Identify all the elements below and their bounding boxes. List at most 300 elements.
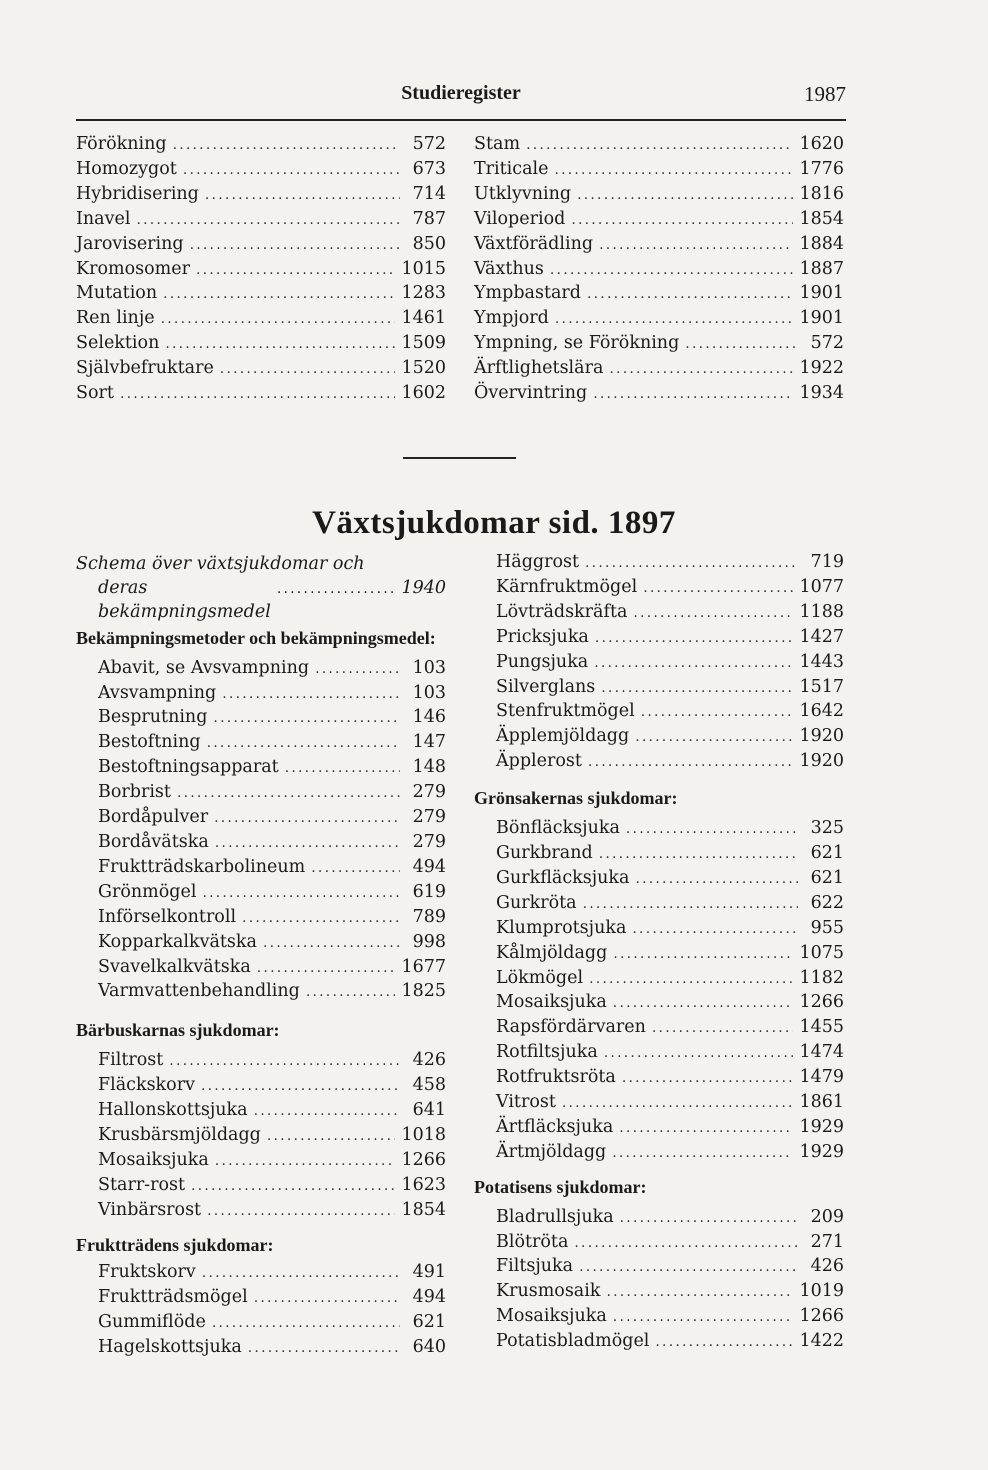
index-entry (76, 332, 446, 357)
index-page-number: 103 (412, 657, 446, 678)
index-entry (98, 1049, 446, 1074)
leader-dots (311, 857, 400, 881)
leader-dots (263, 932, 400, 956)
vegetables-list (474, 817, 844, 1166)
leader-dots (550, 259, 794, 283)
index-term: Ympjord (474, 308, 549, 329)
index-term: Lökmögel (496, 967, 584, 988)
leader-dots (626, 818, 798, 842)
index-entry (76, 158, 446, 183)
index-page-number: 1517 (799, 676, 844, 697)
index-entry (98, 1286, 446, 1311)
index-term: Ren linje (76, 308, 155, 329)
leader-dots (183, 159, 400, 183)
index-entry (496, 817, 844, 842)
index-term: Krusbärsmjöldagg (98, 1124, 261, 1145)
index-term: Förökning (76, 134, 167, 154)
index-page-number: 147 (412, 732, 446, 753)
index-term: Viloperiod (474, 208, 566, 229)
index-page-number: 787 (412, 208, 446, 229)
index-column-top-left (76, 133, 446, 407)
index-entry (496, 651, 844, 676)
index-term: Kopparkalkvätska (98, 931, 257, 952)
index-page-number: 1816 (799, 183, 844, 204)
index-entry (496, 1141, 844, 1166)
index-term: Ärtfläcksjuka (496, 1116, 614, 1137)
index-entry (496, 626, 844, 651)
index-page-number: 1422 (799, 1331, 844, 1352)
index-term: Självbefruktare (76, 358, 214, 379)
index-page-number: 1019 (799, 1281, 844, 1302)
index-term: Ärftlighetslära (474, 358, 604, 379)
index-term: Ympbastard (474, 283, 581, 304)
index-term: Kärnfruktmögel (496, 576, 638, 597)
index-page-number: 621 (810, 842, 844, 863)
index-term: Äpplerost (496, 751, 582, 772)
leader-dots (215, 1150, 396, 1174)
index-term: Kromosomer (76, 258, 190, 279)
index-page-number: 1920 (799, 751, 844, 772)
leader-dots (285, 757, 400, 781)
index-page-number: 491 (412, 1262, 446, 1283)
index-entry (474, 307, 844, 332)
index-column-top-right (474, 133, 844, 407)
index-entry (98, 1199, 446, 1224)
index-entry (98, 806, 446, 831)
index-page-number: 325 (810, 818, 844, 839)
index-entry (496, 967, 844, 992)
index-term: Pricksjuka (496, 626, 589, 647)
index-term: Filtsjuka (496, 1256, 574, 1277)
index-term: Selektion (76, 333, 160, 354)
index-term: Svavelkalkvätska (98, 956, 251, 977)
index-page-number: 279 (412, 831, 446, 852)
leader-dots (622, 1067, 794, 1091)
running-head (76, 80, 846, 110)
index-entry (76, 282, 446, 307)
index-term: Fruktträdskarbolineum (98, 856, 306, 877)
index-term: Fruktträdsmögel (98, 1287, 248, 1308)
index-page-number: 1266 (799, 1306, 844, 1327)
leader-dots (254, 1287, 400, 1311)
index-term: Pungsjuka (496, 651, 589, 672)
index-entry (496, 1206, 844, 1231)
index-term: Krusmosaik (496, 1281, 601, 1302)
leader-dots (277, 578, 396, 602)
index-page-number: 1887 (799, 258, 844, 279)
index-entry (496, 1041, 844, 1066)
index-entry (98, 781, 446, 806)
index-page-number: 1266 (401, 1149, 446, 1170)
index-page-number: 850 (412, 233, 446, 254)
index-entry (98, 956, 446, 981)
leader-dots (212, 1312, 400, 1336)
leader-dots (613, 1306, 794, 1330)
index-page-number: 1479 (799, 1067, 844, 1088)
leader-dots (612, 1142, 793, 1166)
index-term: Sort (76, 383, 114, 404)
index-term: Bestoftning (98, 732, 201, 753)
leader-dots (574, 1232, 798, 1256)
index-page-number: 789 (412, 906, 446, 927)
index-entry (98, 1099, 446, 1124)
leader-dots (205, 184, 400, 208)
index-entry (474, 332, 844, 357)
index-entry (98, 1149, 446, 1174)
index-page-number: 494 (412, 1287, 446, 1308)
index-page-number: 1825 (401, 981, 446, 1002)
index-entry (98, 931, 446, 956)
index-entry (98, 1124, 446, 1149)
index-page-number: 1461 (401, 308, 446, 329)
index-term: Filtrost (98, 1050, 164, 1071)
leader-dots (207, 1200, 395, 1224)
index-term: Ärtmjöldagg (496, 1141, 607, 1162)
leader-dots (220, 358, 396, 382)
index-term: Starr-rost (98, 1174, 186, 1195)
index-entry (98, 1074, 446, 1099)
section-divider (403, 457, 516, 459)
index-entry (496, 1305, 844, 1330)
index-entry (496, 750, 844, 775)
page-number: 1987 (804, 82, 846, 106)
index-entry (496, 1091, 844, 1116)
index-term: Införselkontroll (98, 906, 237, 927)
index-term: Jarovisering (76, 233, 184, 254)
index-entry (496, 576, 844, 601)
leader-dots (619, 1117, 793, 1141)
leader-dots (215, 832, 400, 856)
index-page-number: 572 (412, 134, 446, 154)
index-page-number: 1602 (401, 383, 446, 404)
index-term: Mutation (76, 283, 158, 304)
schema-line-2 (76, 577, 446, 625)
leader-dots (579, 1256, 798, 1280)
index-term: Stenfruktmögel (496, 701, 635, 722)
index-term: Abavit, se Avsvampning (98, 657, 310, 678)
index-entry (496, 991, 844, 1016)
index-page-number: 1884 (799, 233, 844, 254)
leader-dots (620, 1207, 798, 1231)
index-page-number: 1509 (401, 333, 446, 354)
leader-dots (562, 1092, 794, 1116)
index-term: Bönfläcksjuka (496, 818, 620, 839)
index-term: Bordåpulver (98, 807, 209, 828)
index-entry (496, 917, 844, 942)
index-page-number: 1443 (799, 651, 844, 672)
index-entry (98, 1174, 446, 1199)
vegetables-heading: Grönsakernas sjukdomar: (474, 788, 678, 809)
methods-heading: Bekämpningsmetoder och bekämpningsmedel: (76, 627, 436, 648)
section-title: Växtsjukdomar sid. 1897 (312, 505, 676, 541)
index-page-number: 640 (412, 1337, 446, 1358)
leader-dots (190, 234, 400, 258)
index-term: Gurkfläcksjuka (496, 867, 630, 888)
leader-dots (609, 358, 793, 382)
index-entry (496, 892, 844, 917)
index-term: Äpplemjöldagg (496, 726, 630, 747)
index-entry (98, 731, 446, 756)
index-term: Mosaiksjuka (496, 992, 607, 1013)
leader-dots (136, 209, 400, 233)
index-entry (496, 1280, 844, 1305)
index-term: Varmvattenbehandling (98, 981, 300, 1002)
leader-dots (315, 658, 400, 682)
index-page-number: 619 (412, 881, 446, 902)
leader-dots (641, 701, 794, 725)
leader-dots (222, 683, 400, 707)
leader-dots (583, 893, 798, 917)
leader-dots (165, 333, 395, 357)
index-term: Vinbärsrost (98, 1199, 202, 1220)
index-page-number: 1934 (799, 383, 844, 404)
index-page-number: 1854 (799, 208, 844, 229)
leader-dots (306, 981, 396, 1005)
index-page-number: 1427 (799, 626, 844, 647)
leader-dots (599, 843, 798, 867)
index-term: Bordåvätska (98, 831, 209, 852)
index-term: Gurkbrand (496, 842, 593, 863)
index-entry (474, 233, 844, 258)
leader-dots (685, 333, 798, 357)
index-page-number: 1854 (401, 1199, 446, 1220)
leader-dots (643, 577, 793, 601)
index-entry (98, 1261, 446, 1286)
index-entry (496, 842, 844, 867)
index-page-number: 209 (810, 1206, 844, 1227)
index-page-number: 998 (412, 931, 446, 952)
index-page-number: 1901 (799, 308, 844, 329)
index-page-number: 1901 (799, 283, 844, 304)
index-term: Stam (474, 134, 521, 154)
leader-dots (201, 1075, 400, 1099)
index-entry (98, 1311, 446, 1336)
schema-entry (76, 553, 446, 625)
leader-dots (214, 807, 400, 831)
index-page-number: 1283 (401, 283, 446, 304)
index-term: Hagelskottsjuka (98, 1337, 242, 1358)
leader-dots (606, 1281, 793, 1305)
index-page-number: 1266 (799, 992, 844, 1013)
index-term: Utklyvning (474, 183, 572, 204)
index-page-number: 621 (412, 1312, 446, 1333)
index-column-bottom-right (474, 551, 844, 1355)
index-entry (496, 942, 844, 967)
index-entry (496, 1255, 844, 1280)
leader-dots (633, 602, 793, 626)
index-term: Besprutning (98, 707, 208, 728)
potato-heading: Potatisens sjukdomar: (474, 1176, 647, 1197)
leader-dots (595, 627, 794, 651)
potato-list (474, 1206, 844, 1355)
index-term: Grönmögel (98, 881, 197, 902)
index-term: Silverglans (496, 676, 596, 697)
index-term: Häggrost (496, 552, 580, 572)
index-page-number: 955 (810, 917, 844, 938)
index-entry (76, 208, 446, 233)
index-term: Mosaiksjuka (496, 1306, 607, 1327)
index-term: Potatisbladmögel (496, 1331, 650, 1352)
index-term: Växthus (474, 258, 544, 279)
index-page-number: 622 (810, 892, 844, 913)
index-page-number: 1776 (799, 158, 844, 179)
leader-dots (202, 1262, 400, 1286)
leader-dots (555, 308, 794, 332)
leader-dots (173, 134, 400, 158)
index-page-number: 426 (412, 1050, 446, 1071)
index-term: Växtförädling (474, 233, 594, 254)
leader-dots (196, 259, 396, 283)
leader-dots (191, 1175, 395, 1199)
leader-dots (207, 732, 400, 756)
schema-page: 1940 (401, 577, 446, 598)
leader-dots (613, 943, 793, 967)
leader-dots (604, 1042, 794, 1066)
leader-dots (652, 1017, 794, 1041)
index-entry (98, 881, 446, 906)
fruit-heading: Fruktträdens sjukdomar: (76, 1234, 274, 1255)
leader-dots (526, 134, 793, 158)
index-term: Gurkröta (496, 892, 577, 913)
leader-dots (588, 751, 794, 775)
index-page-number: 279 (412, 807, 446, 828)
index-term: Avsvampning (98, 682, 217, 703)
index-page-number: 621 (810, 867, 844, 888)
index-page-number: 458 (412, 1075, 446, 1096)
leader-dots (613, 992, 794, 1016)
index-column-bottom-left (76, 553, 446, 1361)
leader-dots (599, 234, 793, 258)
index-entry (76, 307, 446, 332)
index-entry (474, 357, 844, 382)
leader-dots (593, 383, 793, 407)
schema-line-1: Schema över växtsjukdomar och (76, 554, 365, 574)
index-entry (496, 551, 844, 576)
index-term: Lövträdskräfta (496, 601, 628, 622)
leader-dots (587, 283, 793, 307)
index-term: Rapsfördärvaren (496, 1017, 646, 1038)
index-entry (496, 867, 844, 892)
index-term: Borbrist (98, 782, 171, 803)
index-term: Bestoftningsapparat (98, 757, 279, 778)
index-term: Övervintring (474, 383, 588, 404)
index-page-number: 1623 (401, 1174, 446, 1195)
index-page-number: 271 (810, 1231, 844, 1252)
leader-dots (577, 184, 793, 208)
index-entry (474, 183, 844, 208)
index-entry (76, 233, 446, 258)
index-entry (98, 906, 446, 931)
index-term: Mosaiksjuka (98, 1149, 209, 1170)
index-term: Vitrost (496, 1092, 556, 1113)
leader-dots (594, 652, 793, 676)
index-entry (98, 756, 446, 781)
index-entry (474, 382, 844, 407)
index-entry (98, 706, 446, 731)
index-entry (76, 133, 446, 158)
page-title: Studieregister (401, 82, 521, 104)
index-term: Hybridisering (76, 183, 199, 204)
index-term: Fruktskorv (98, 1262, 196, 1283)
leader-dots (257, 957, 396, 981)
index-page-number: 146 (412, 707, 446, 728)
berry-heading: Bärbuskarnas sjukdomar: (76, 1020, 280, 1041)
index-entry (496, 676, 844, 701)
index-entry (496, 725, 844, 750)
index-entry (76, 183, 446, 208)
index-term: Rotfiltsjuka (496, 1042, 598, 1063)
index-entry (98, 1336, 446, 1361)
index-page-number: 103 (412, 682, 446, 703)
index-term: Homozygot (76, 158, 177, 179)
header-rule (76, 119, 846, 121)
index-page-number: 1188 (799, 601, 844, 622)
index-term: Gummiflöde (98, 1312, 206, 1333)
index-term: Rotfruktsröta (496, 1067, 616, 1088)
leader-dots (120, 383, 396, 407)
index-page-number: 673 (412, 158, 446, 179)
leader-dots (589, 968, 793, 992)
index-entry (98, 831, 446, 856)
index-page-number: 1182 (799, 967, 844, 988)
leader-dots (571, 209, 793, 233)
leader-dots (585, 552, 798, 576)
index-entry (76, 357, 446, 382)
index-page-number: 1015 (401, 258, 446, 279)
leader-dots (248, 1337, 400, 1361)
index-page-number: 1920 (799, 726, 844, 747)
index-page-number: 572 (810, 333, 844, 354)
fruit-continued-list (474, 551, 844, 775)
index-entry (98, 980, 446, 1005)
leader-dots (655, 1331, 793, 1355)
index-entry (474, 133, 844, 158)
index-entry (474, 158, 844, 183)
index-page-number: 1455 (799, 1017, 844, 1038)
leader-dots (242, 907, 400, 931)
index-term: Fläckskorv (98, 1075, 195, 1096)
index-entry (98, 682, 446, 707)
leader-dots (601, 677, 793, 701)
leader-dots (267, 1125, 396, 1149)
leader-dots (177, 782, 400, 806)
index-page-number: 1861 (799, 1092, 844, 1113)
index-page-number: 1929 (799, 1116, 844, 1137)
leader-dots (254, 1100, 400, 1124)
index-term: Ympning, se Förökning (474, 333, 680, 354)
leader-dots (213, 707, 400, 731)
index-page-number: 494 (412, 856, 446, 877)
leader-dots (632, 918, 798, 942)
leader-dots (161, 308, 396, 332)
index-entry (98, 856, 446, 881)
index-term: Kålmjöldagg (496, 942, 608, 963)
index-page-number: 426 (810, 1256, 844, 1277)
index-page-number: 1075 (799, 942, 844, 963)
index-page-number: 719 (810, 552, 844, 572)
index-page-number: 1642 (799, 701, 844, 722)
index-entry (98, 657, 446, 682)
index-page-number: 1620 (799, 134, 844, 154)
leader-dots (169, 1050, 400, 1074)
index-page-number: 1474 (799, 1042, 844, 1063)
index-entry (76, 258, 446, 283)
leader-dots (635, 868, 798, 892)
index-term: Hallonskottsjuka (98, 1100, 248, 1121)
index-page-number: 1520 (401, 358, 446, 379)
schema-term: deras bekämpningsmedel (98, 577, 271, 622)
index-term: Bladrullsjuka (496, 1206, 614, 1227)
